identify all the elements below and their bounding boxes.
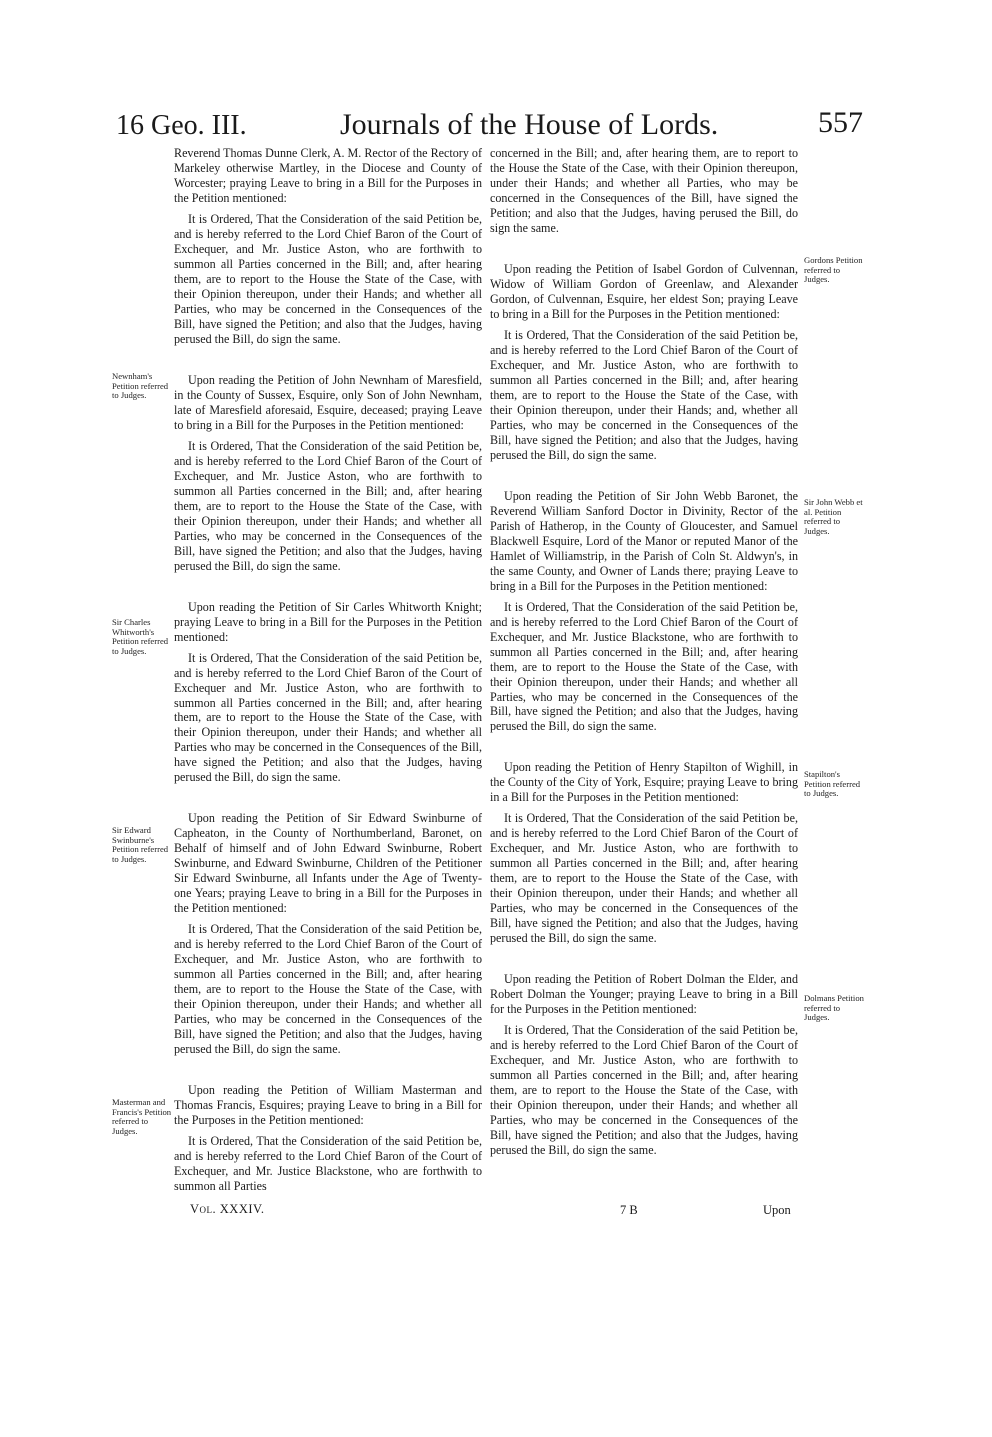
entry-webb bbox=[490, 489, 798, 735]
petition-text: Reverend Thomas Dunne Clerk, A. M. Rector of the Rectory of Markeley otherwise Martley, in the Diocese and County of Worcester; praying Leave to bring in a Bill for the Purposes in the Petition mentioned: bbox=[174, 146, 482, 205]
order-text: It is Ordered, That the Consideration of the said Petition be, and is hereby referred to the Lord Chief Baron of the Court of Exchequer, and Mr. Justice Aston, who are forthwith to summon all Parties concerned in the Bill; and, after hearing them, are to report to the House the State of the Case, with their Opinion thereupon, under their Hands; and whether all Parties, who may be concerned in the Consequences of the Bill, have signed the Petition; and also that the Judges, having perused the Bill, do sign the same. bbox=[490, 811, 798, 946]
petition-text: Upon reading the Petition of Sir Carles Whitworth Knight; praying Leave to bring in a Bill for the Purposes in the Petition mentioned: bbox=[174, 599, 482, 644]
page-header bbox=[0, 104, 992, 144]
petition-text: Upon reading the Petition of Sir Edward Swinburne of Capheaton, in the County of Northumberland, Baronet, on Behalf of himself and of John Edward Swinburne, Robert Swinburne, and Edward Swinburne, Children of the Petitioner Sir Edward Swinburne, all Infants under the Age of Twenty-one Years; praying Leave to bring in a Bill for the Purposes in the Petition mentioned: bbox=[174, 811, 482, 916]
entry-whitworth bbox=[174, 600, 482, 786]
volume-label: Vol. XXXIV. bbox=[190, 1202, 265, 1216]
petition-text: Upon reading the Petition of John Newnham of Maresfield, in the County of Sussex, Esquire, only Son of John Newnham, late of Maresfield aforesaid, Esquire, deceased; praying Leave to bring in a Bill for the Purposes in the Petition mentioned: bbox=[174, 372, 482, 432]
catchword: Upon bbox=[763, 1203, 791, 1217]
margin-note-dolman: Dolmans Petition referred to Judges. bbox=[804, 993, 864, 1023]
entry-continuation bbox=[490, 146, 798, 236]
order-text: It is Ordered, That the Consideration of the said Petition be, and is hereby referred to the Lord Chief Baron of the Court of Exchequer, and Mr. Justice Aston, who are forthwith to summon all Parties concerned in the Bill; and, after hearing them, are to report to the House the State of the Case, with their Opinion thereupon, under their Hands; and whether all Parties, who may be concerned in the Consequences of the Bill, have signed the Petition; and also that the Judges, having perused the Bill, do sign the same. bbox=[174, 922, 482, 1057]
order-text: It is Ordered, That the Consideration of the said Petition be, and is hereby referred to the Lord Chief Baron of the Court of Exchequer, and Mr. Justice Blackstone, who are forthwith to summon all Parties bbox=[174, 1134, 482, 1194]
margin-note-newnham: Newnham's Petition referred to Judges. bbox=[112, 371, 169, 401]
order-text: It is Ordered, That the Consideration of the said Petition be, and is hereby referred to the Lord Chief Baron of the Court of Exchequer, and Mr. Justice Aston, who are forthwith to summon all Parties concerned in the Bill; and, after hearing them, are to report to the House the State of the Case, with their Opinion thereupon, under their Hands; and whether all Parties, who may be concerned in the Consequences of the Bill, have signed the Petition; and also that the Judges, having perused the Bill, do sign the same. bbox=[174, 438, 482, 573]
page-number: 557 bbox=[818, 106, 863, 139]
margin-note-stapilton: Stapilton's Petition referred to Judges. bbox=[804, 769, 861, 799]
regnal-year: 16 Geo. III. bbox=[116, 110, 247, 141]
order-text: concerned in the Bill; and, after hearing them, are to report to the House the State of the Case, with their Opinion thereupon, under their Hands; and whether all Parties, who may be concerned in the Consequences of the Bill, have signed the Petition; and also that the Judges, having perused the Bill, do sign the same. bbox=[490, 146, 798, 235]
order-text: It is Ordered, That the Consideration of the said Petition be, and is hereby referred to the Lord Chief Baron of the Court of Exchequer, and Mr. Justice Aston, who are forthwith to summon all Parties concerned in the Bill; and, after hearing them, are to report to the House the State of the Case, with their Opinion thereupon, under their Hands; and whether all Parties, who may be concerned in the Consequences of the Bill, have signed the Petition; and also that the Judges, having perused the Bill, do sign the same. bbox=[490, 1023, 798, 1158]
margin-note-whitworth: Sir Charles Whitworth's Petition referred to Judges. bbox=[112, 617, 169, 656]
signature-mark: 7 B bbox=[620, 1203, 638, 1217]
margin-note-webb: Sir John Webb et al. Petition referred to Judges. bbox=[804, 497, 863, 536]
order-text: It is Ordered, That the Consideration of the said Petition be, and is hereby referred to the Lord Chief Baron of the Court of Exchequer, and Mr. Justice Blackstone, who are forthwith to summon all Parties concerned in the Bill; and, after hearing them, are to report to the House the State of the Case, with their Opinion thereupon, under their Hands; and whether all Parties, who may be concerned in the Consequences of the Bill, have signed the Petition; and also that the Judges, having perused the Bill, do sign the same. bbox=[490, 599, 798, 734]
margin-note-masterman: Masterman and Francis's Petition referred to Judges. bbox=[112, 1097, 172, 1136]
margin-note-gordon: Gordons Petition referred to Judges. bbox=[804, 255, 863, 285]
entry-newnham bbox=[174, 373, 482, 574]
entry-stapilton bbox=[490, 760, 798, 946]
entry-dolman bbox=[490, 972, 798, 1158]
petition-text: Upon reading the Petition of Robert Dolman the Elder, and Robert Dolman the Younger; praying Leave to bring in a Bill for the Purposes in the Petition mentioned: bbox=[490, 972, 798, 1017]
entry-dunne bbox=[174, 146, 482, 347]
margin-note-swinburne: Sir Edward Swinburne's Petition referred to Judges. bbox=[112, 825, 169, 864]
order-text: It is Ordered, That the Consideration of the said Petition be, and is hereby referred to the Lord Chief Baron of the Court of Exchequer, and Mr. Justice Aston, who are forthwith to summon all Parties concerned in the Bill; and, after hearing them, are to report to the House the State of the Case, with their Opinion thereupon, under their Hands; and whether all Parties, who may be concerned in the Consequences of the Bill, have signed the Petition; and also that the Judges, having perused the Bill, do sign the same. bbox=[174, 211, 482, 346]
entry-swinburne bbox=[174, 811, 482, 1057]
left-column bbox=[174, 146, 482, 1220]
petition-text: Upon reading the Petition of William Masterman and Thomas Francis, Esquires; praying Leave to bring in a Bill for the Purposes in the Petition mentioned: bbox=[174, 1083, 482, 1128]
petition-text: Upon reading the Petition of Henry Stapilton of Wighill, in the County of the City of York, Esquire; praying Leave to bring in a Bill for the Purposes in the Petition mentioned: bbox=[490, 760, 798, 805]
order-text: It is Ordered, That the Consideration of the said Petition be, and is hereby referred to the Lord Chief Baron of the Court of Exchequer and Mr. Justice Aston, who are forthwith to summon all Parties concerned in the Bill; and, after hearing them, are to report to the House the State of the Case, with their Opinion thereupon, under their Hands; and whether all Parties who may be concerned in the Consequences of the Bill, have signed the Petition; and also that the Judges, having perused the Bill, do sign the same. bbox=[174, 650, 482, 785]
journal-title: Journals of the House of Lords. bbox=[340, 108, 719, 141]
entry-gordon bbox=[490, 262, 798, 463]
entry-masterman bbox=[174, 1083, 482, 1194]
order-text: It is Ordered, That the Consideration of the said Petition be, and is hereby referred to the Lord Chief Baron of the Court of Exchequer, and Mr. Justice Aston, who are forthwith to summon all Parties concerned in the Bill; and, after hearing them, are to report to the House the State of the Case, with their Opinion thereupon, under their Hands; and, whether all Parties, who may be concerned in the Consequences of the Bill, have signed the Petition; and also that the Judges, having perused the Bill, do sign the same. bbox=[490, 327, 798, 462]
petition-text: Upon reading the Petition of Isabel Gordon of Culvennan, Widow of William Gordon of Greenlaw, and Alexander Gordon, of Culvennan, Esquire, her eldest Son; praying Leave to bring in a Bill for the Purposes in the Petition mentioned: bbox=[490, 261, 798, 321]
petition-text: Upon reading the Petition of Sir John Webb Baronet, the Reverend William Sanford Doctor in Divinity, Rector of the Parish of Hatherop, in the County of Gloucester, and Samuel Blackwell Esquire, Lord of the Manor or reputed Manor of the Hamlet of Williamstrip, in the Parish of Coln St. Aldwyn's, in the same County, and Owner of Lands there; praying Leave to bring in a Bill for the Purposes in the Petition mentioned: bbox=[490, 488, 798, 593]
right-column bbox=[490, 146, 798, 1184]
